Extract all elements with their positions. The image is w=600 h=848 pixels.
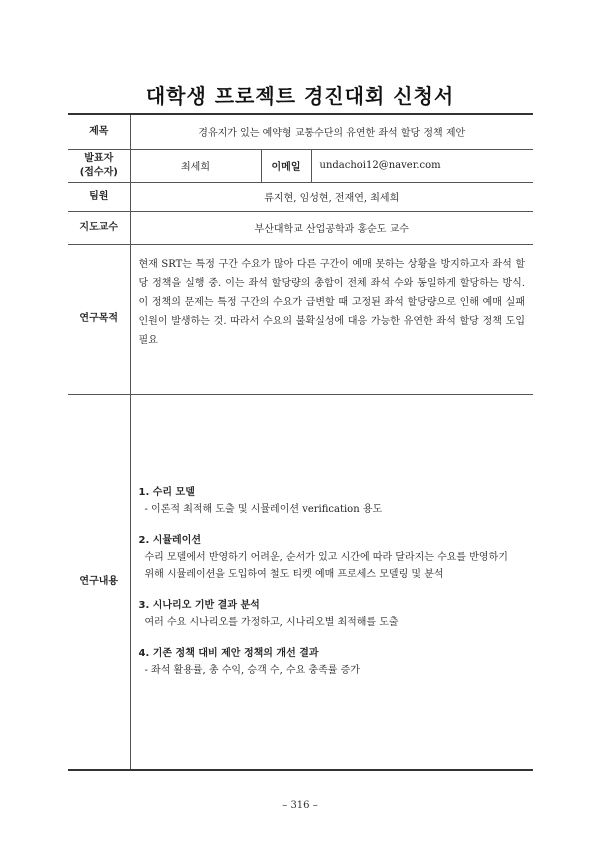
email-value: undachoi12@naver.com [311, 149, 533, 182]
section-title: 2. 시뮬레이션 [138, 535, 202, 547]
page-title: 대학생 프로젝트 경진대회 신청서 [145, 84, 455, 108]
content-row [68, 394, 533, 770]
content-body [131, 484, 534, 679]
purpose-row [68, 244, 533, 394]
page-number: – 316 – [282, 800, 318, 811]
section-line: 수리 모델에서 반영하기 어려운, 순서가 있고 시간에 따라 달라지는 수요를 반영하기 [144, 552, 508, 564]
application-form-table [68, 113, 533, 771]
subject-label: 제목 [68, 114, 130, 149]
advisor-label: 지도교수 [68, 211, 130, 244]
advisor-row [68, 211, 533, 244]
section-title: 3. 시나리오 기반 결과 분석 [138, 600, 260, 612]
presenter-row [68, 149, 533, 182]
subject-value: 경유지가 있는 예약형 교통수단의 유연한 좌석 할당 정책 제안 [130, 114, 533, 149]
subject-row [68, 114, 533, 149]
email-label: 이메일 [261, 149, 311, 182]
presenter-value: 최세희 [130, 149, 261, 182]
section-line: 여러 수요 시나리오를 가정하고, 시나리오별 최적해를 도출 [144, 617, 399, 629]
presenter-label [68, 149, 130, 182]
section-line: - 좌석 활용률, 총 수익, 승객 수, 수요 충족률 증가 [144, 665, 360, 677]
purpose-label: 연구목적 [68, 244, 130, 394]
content-section [139, 645, 526, 679]
content-section [139, 597, 526, 631]
content-section [139, 484, 526, 518]
purpose-text: 현재 SRT는 특정 구간 수요가 많아 다른 구간이 예매 못하는 상황을 방지하고자 좌석 할당 정책을 실행 중. 이는 좌석 할당량의 총합이 전체 좌석 수와 동일하게 할당하는 방식. 이 정책의 문제는 특정 구간의 수요가 급변할 때 고정된 좌석 할당량으로 인해 예매 실패 인원이 발생하는 것. 따라서 수요의 불확실성에 대응 가능한 유연한 좌석 할당 정책 도입 필요 [138, 258, 525, 346]
section-title: 1. 수리 모델 [138, 487, 195, 499]
team-value: 류지현, 임성현, 전재연, 최세희 [130, 182, 533, 211]
presenter-label-line2: (접수자) [79, 166, 118, 178]
section-line: 위해 시뮬레이션을 도입하여 철도 티켓 예매 프로세스 모델링 및 분석 [144, 569, 444, 581]
advisor-value: 부산대학교 산업공학과 홍순도 교수 [130, 211, 533, 244]
content-section [139, 532, 526, 583]
team-row [68, 182, 533, 211]
content-label: 연구내용 [68, 394, 130, 770]
team-label: 팀원 [68, 182, 130, 211]
section-line: - 이론적 최적해 도출 및 시뮬레이션 verification 용도 [144, 504, 383, 516]
section-title: 4. 기존 정책 대비 제안 정책의 개선 결과 [138, 648, 319, 660]
presenter-label-line1: 발표자 [84, 152, 114, 164]
